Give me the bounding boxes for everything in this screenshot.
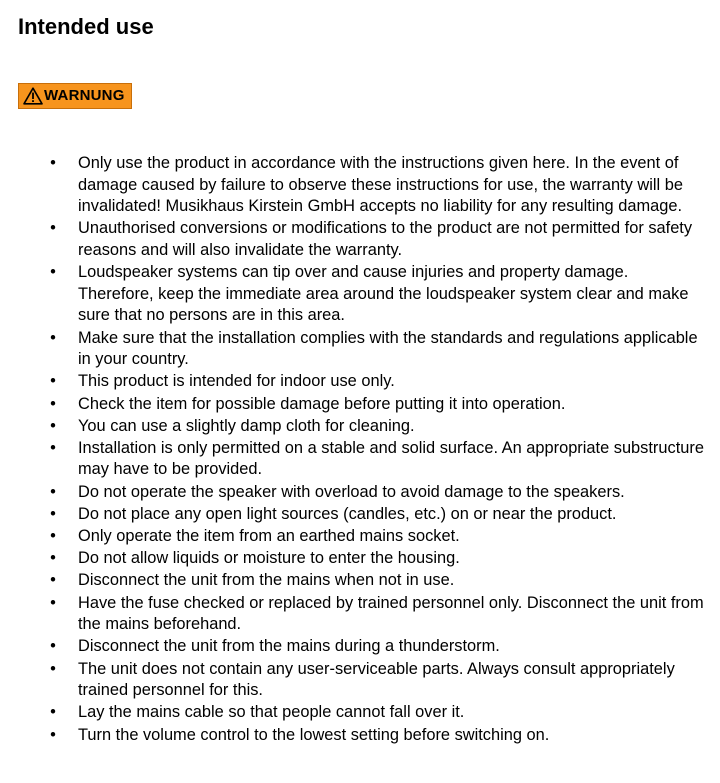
list-item [0,702,720,724]
list-item [0,570,720,592]
list-item-text: You can use a slightly damp cloth for cleaning. [78,416,415,435]
list-item [0,636,720,658]
list-item-text: Have the fuse checked or replaced by trained personnel only. Disconnect the unit from the mains beforehand. [78,593,704,634]
bullet-icon: • [50,659,56,678]
list-item [0,371,720,393]
list-item-text: Loudspeaker systems can tip over and cause injuries and property damage. Therefore, keep the immediate area around the loudspeaker system clear and make sure that no persons are in this area. [78,263,689,325]
bullet-icon: • [50,549,56,568]
list-item [0,262,720,327]
bullet-icon: • [50,372,56,391]
list-item [0,438,720,481]
bullet-icon: • [50,527,56,546]
list-item-text: Make sure that the installation complies with the standards and regulations applicable in your country. [78,328,698,369]
bullet-icon: • [50,438,56,457]
list-item-text: Unauthorised conversions or modifications to the product are not permitted for safety reasons and will also invalidate the warranty. [78,219,693,259]
bullet-icon: • [50,504,56,523]
list-item [0,725,720,747]
list-item-text: Disconnect the unit from the mains when not in use. [78,571,455,590]
bullet-icon: • [50,703,56,722]
list-item [0,593,720,636]
bullet-icon: • [50,593,56,612]
list-item [0,526,720,548]
list-item [0,416,720,438]
bullet-icon: • [50,219,56,238]
list-item [0,394,720,416]
list-item [0,504,720,526]
bullet-icon: • [50,725,56,744]
list-item-text: Only use the product in accordance with the instructions given here. In the event of damage caused by failure to observe these instructions for use, the warranty will be invalidated! Musikhaus Kirstein GmbH accepts no liability for any resulting damage. [78,154,683,216]
list-item [0,548,720,570]
list-item-text: The unit does not contain any user-serviceable parts. Always consult appropriately trained personnel for this. [78,659,675,700]
list-item-text: This product is intended for indoor use only. [78,372,395,391]
list-item-text: Do not operate the speaker with overload to avoid damage to the speakers. [78,482,625,501]
warning-triangle-icon [23,87,43,105]
list-item-text: Installation is only permitted on a stable and solid surface. An appropriate substructure may have to be provided. [78,438,704,479]
bullet-icon: • [50,571,56,590]
bullet-icon: • [50,154,56,172]
list-item [0,218,720,261]
list-item-text: Do not place any open light sources (candles, etc.) on or near the product. [78,504,617,523]
bullet-icon: • [50,416,56,435]
list-item [0,153,720,218]
safety-instructions-list [0,153,720,747]
bullet-icon: • [50,328,56,347]
list-item-text: Do not allow liquids or moisture to enter the housing. [78,549,460,568]
bullet-icon: • [50,482,56,501]
warning-badge [18,83,132,109]
bullet-icon: • [50,637,56,656]
list-item [0,328,720,371]
page-title: Intended use [18,14,154,39]
bullet-icon: • [50,394,56,413]
list-item-text: Only operate the item from an earthed mains socket. [78,527,460,546]
list-item-text: Lay the mains cable so that people cannot fall over it. [78,703,465,722]
list-item [0,659,720,702]
warning-label: WARNUNG [44,87,125,104]
list-item-text: Disconnect the unit from the mains during a thunderstorm. [78,637,500,656]
list-item-text: Turn the volume control to the lowest setting before switching on. [78,725,550,744]
list-item [0,482,720,504]
bullet-icon: • [50,263,56,282]
list-item-text: Check the item for possible damage before putting it into operation. [78,394,566,413]
